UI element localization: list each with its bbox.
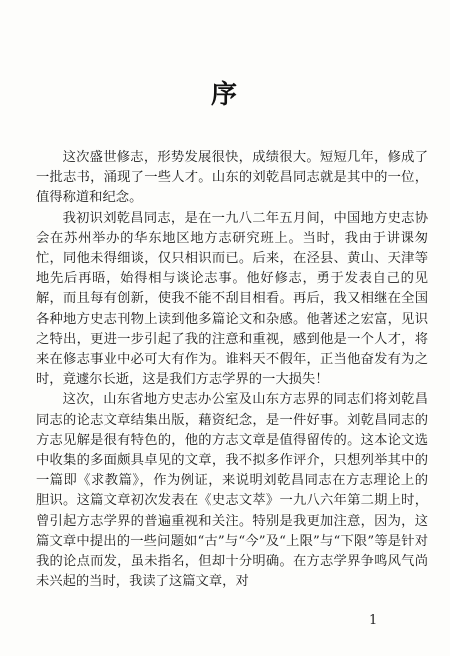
- paragraph: 我初识刘乾昌同志，是在一九八二年五月间，中国地方史志协会在苏州举办的华东地区地方志研究班上。当时，我由于讲课匆忙，同他未得细谈，仅只相识而已。后来，在泾县、黄山、天津等地先后再晤，始得相与谈论志事。他好修志，勇于发表自己的见解，而且每有创新，使我不能不刮目相看。再后，我又相继在全国各种地方史志刊物上读到他多篇论文和杂感。他著述之宏富，见识之特出，更进一步引起了我的注意和重视，感到他是一个人才，将来在修志事业中必可大有作为。谁料天不假年，正当他奋发有为之时，竟遽尔长逝，这是我们方志学界的一大损失！: [36, 210, 428, 388]
- body-text: [36, 148, 428, 592]
- paragraph: 这次，山东省地方史志办公室及山东方志界的同志们将刘乾昌同志的论志文章结集出版，藉资纪念，是一件好事。刘乾昌同志的方志见解是很有特色的，他的方志文章是值得留传的。这本论文选中收集的多面颇具卓见的文章，我不拟多作评介，只想列举其中的一篇即《求教篇》，作为例证，来说明刘乾昌同志在方志理论上的胆识。这篇文章初次发表在《史志文萃》一九八六年第二期上时，曾引起方志学界的普遍重视和关注。特别是我更加注意，因为，这篇文章中提出的一些问题如“古”与“今”及“上限”与“下限”等是针对我的论点而发，虽未指名，但却十分明确。在方志学界争鸣风气尚未兴起的当时，我读了这篇文章，对: [36, 392, 428, 590]
- page-number: 1: [369, 613, 378, 628]
- paragraph: 这次盛世修志，形势发展很快，成绩很大。短短几年，修成了一批志书，涌现了一些人才。山东的刘乾昌同志就是其中的一位，值得称道和纪念。: [36, 150, 428, 206]
- page-title: 序: [210, 80, 239, 110]
